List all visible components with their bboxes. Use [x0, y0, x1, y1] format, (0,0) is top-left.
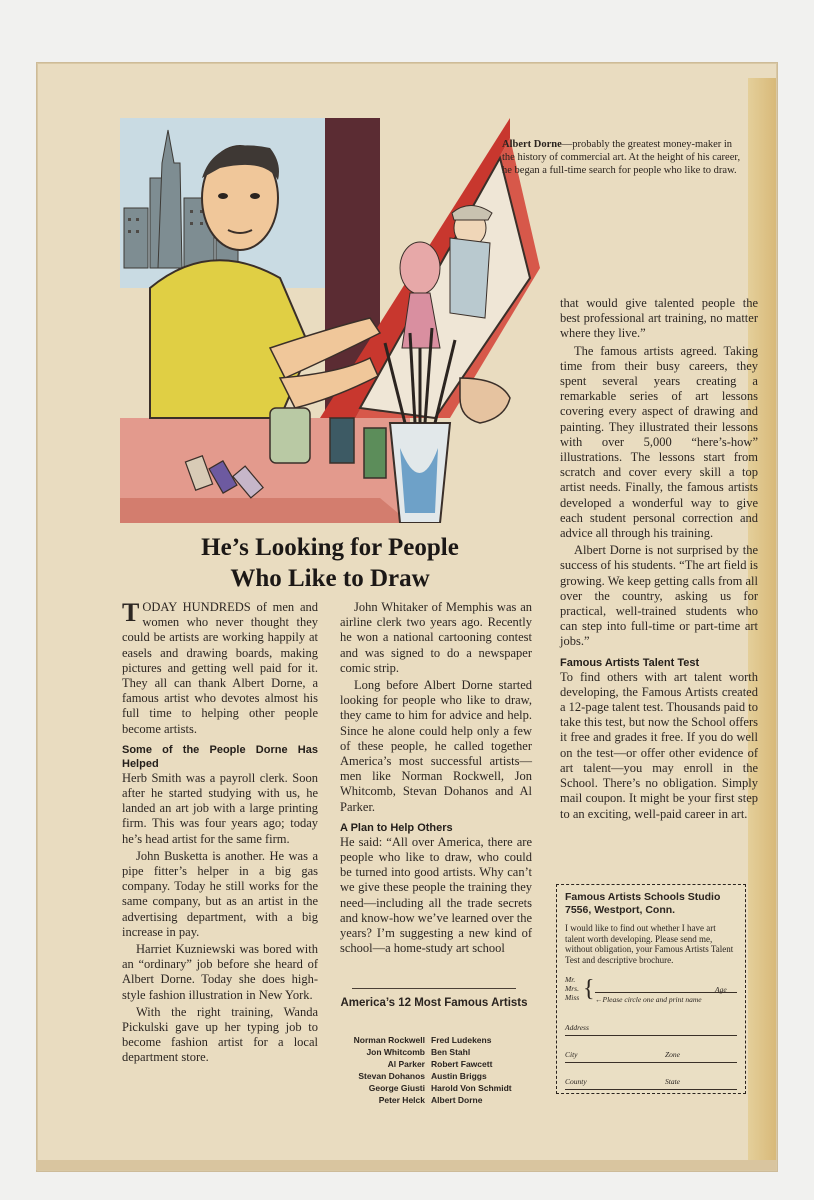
salutation-mrs[interactable]: Mrs.	[565, 984, 579, 993]
artist-name: Jon Whitcomb	[366, 1047, 425, 1057]
mail-coupon[interactable]	[556, 884, 746, 1094]
artist-name: Peter Helck	[378, 1095, 425, 1105]
artists-title: America’s 12 Most Famous Artists	[340, 997, 528, 1009]
paragraph: Herb Smith was a payroll clerk. Soon after he started studying with us, he landed an art job with a large printing firm. This was four years ago; today he’s head artist for the same firm.	[122, 770, 318, 846]
artist-name: Al Parker	[387, 1059, 425, 1069]
page-edge-bottom	[36, 1160, 776, 1170]
artists-list	[332, 1034, 542, 1106]
artist-name: Austin Briggs	[431, 1071, 487, 1081]
caption-text: —probably the greatest money-maker in the history of commercial art. At the height of his career, he began a full-time search for people who like to draw.	[502, 139, 741, 176]
artist-name: Norman Rockwell	[353, 1035, 425, 1045]
salutation-mr[interactable]: Mr.	[565, 975, 576, 984]
paragraph: To find others with art talent worth developing, the Famous Artists created a 12-page talent test. Thousands paid to take this test, but now the School offers it free and grades it free. If you do well on the test—or offer other evidence of art talent—you may enroll in the School. There’s no obligation. Simply mail coupon. It might be your first step to an exciting, well-paid career in art.	[560, 669, 758, 821]
state-label: State	[665, 1077, 680, 1086]
paragraph	[122, 600, 318, 737]
salutation-miss[interactable]: Miss	[565, 993, 580, 1002]
brace-icon: {	[583, 976, 595, 1002]
artist-name: Stevan Dohanos	[358, 1071, 425, 1081]
artist-name: Harold Von Schmidt	[431, 1083, 512, 1093]
name-field[interactable]	[595, 992, 737, 993]
coupon-title: Famous Artists Schools Studio 7556, Westport, Conn.	[565, 891, 721, 916]
salutation-options[interactable]	[565, 975, 585, 1002]
lead-in: ODAY HUNDREDS	[142, 600, 251, 614]
illustration-caption	[502, 138, 742, 177]
paragraph: that would give talented people the best professional art training, no matter where they live.”	[560, 296, 758, 341]
headline-line-2: Who Like to Draw	[230, 565, 430, 592]
paragraph: He said: “All over America, there are people who like to draw, who could be turned into good artists. Why can’t we give these people the training they need—including all the trade secrets and know-how we’ve learned over the years? I’m suggesting a new kind of school—a home-study art school	[340, 834, 532, 956]
coupon-name-row[interactable]	[565, 975, 737, 1009]
paragraph: Long before Albert Dorne started looking for people who like to draw, they came to him for advice and help. Since he alone could help only a few of these people, he called together America’s most successful artists—men like Norman Rockwell, Jon Whitcomb, Stevan Dohanos and Al Parker.	[340, 678, 532, 814]
paragraph: John Busketta is another. He was a pipe fitter’s helper in a big gas company. Today he still works for the same company, but as an artist in the advertising department, with a big increase in pay.	[122, 848, 318, 939]
paragraph-text: of men and women who never thought they could be artists are working happily at easels and drawing boards, making pictures and getting well paid for it. They all can thank Albert Dorne, a famous artist who devotes almost his full time to helping other people become artists.	[122, 600, 319, 736]
albert-dorne-illustration	[120, 118, 540, 523]
drop-cap: T	[122, 598, 140, 627]
name-hint: ←Please circle one and print name	[595, 995, 702, 1004]
headline-line-1: He’s Looking for People	[201, 534, 459, 561]
artist-name: Ben Stahl	[431, 1047, 471, 1057]
address-field[interactable]	[565, 1023, 737, 1036]
caption-name: Albert Dorne	[502, 139, 562, 150]
article-column-1	[122, 600, 318, 1068]
age-label: Age	[715, 985, 727, 994]
headline	[120, 532, 540, 594]
section-heading: A Plan to Help Others	[340, 821, 453, 834]
article-column-2	[340, 600, 532, 958]
county-state-field[interactable]	[565, 1077, 737, 1090]
paragraph: John Whitaker of Memphis was an airline clerk two years ago. Recently he won a national cartooning contest and was signed to do a newspaper comic strip.	[340, 600, 532, 675]
artist-name: Albert Dorne	[431, 1095, 483, 1105]
paragraph: Albert Dorne is not surprised by the success of his students. “The art field is growing. We keep getting calls from all over the country, asking us for practical, well-trained students who can step into full-time or part-time art jobs.”	[560, 543, 758, 649]
artist-name: George Giusti	[368, 1083, 425, 1093]
coupon-body: I would like to find out whether I have art talent worth developing. Please send me, without obligation, your Famous Artists Talent Test and descriptive brochure.	[565, 923, 734, 965]
article-column-3	[560, 296, 758, 824]
paragraph: The famous artists agreed. Taking time from their busy careers, they spent several years creating a remarkable series of art lessons covering every aspect of drawing and painting. They illustrated their lessons with over 5,000 “here’s-how” illustrations. The lessons start from scratch and cover every skill a top artist needs. Finally, the famous artists developed a wonderful way to give each student personal correction and advice all through his training.	[560, 343, 758, 541]
city-zone-field[interactable]	[565, 1050, 737, 1063]
address-label: Address	[565, 1023, 589, 1032]
section-heading: Some of the People Dorne Has Helped	[122, 743, 318, 770]
paragraph: With the right training, Wanda Pickulski gave up her typing job to become fashion artist for a local department store.	[122, 1004, 318, 1065]
county-label: County	[565, 1077, 587, 1086]
artist-name: Fred Ludekens	[431, 1035, 492, 1045]
zone-label: Zone	[665, 1050, 680, 1059]
paragraph: Harriet Kuzniewski was bored with an “ordinary” job before she heard of Albert Dorne. Today she does high-style fashion illustration in New York.	[122, 942, 318, 1002]
section-heading: Famous Artists Talent Test	[560, 656, 700, 669]
divider	[352, 988, 516, 989]
artist-name: Robert Fawcett	[431, 1059, 493, 1069]
city-label: City	[565, 1050, 578, 1059]
